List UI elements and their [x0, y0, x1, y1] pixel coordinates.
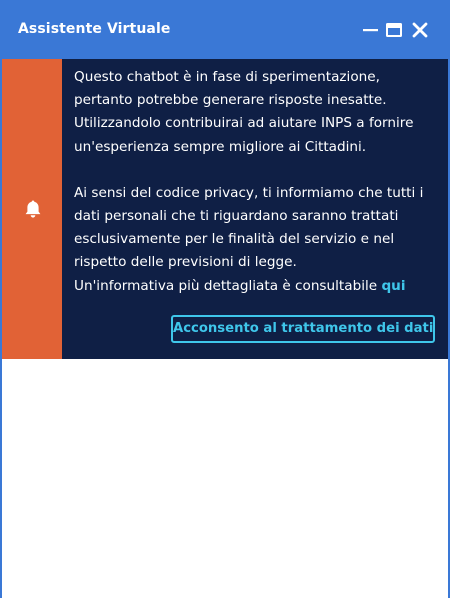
- privacy-info-link[interactable]: qui: [381, 277, 406, 294]
- notice-paragraph-experimental: Questo chatbot è in fase di sperimentazione, pertanto potrebbe generare risposte inesatte.: [74, 69, 387, 109]
- minimize-icon[interactable]: [362, 20, 380, 40]
- maximize-icon[interactable]: [384, 20, 404, 40]
- info-text: Un'informativa più dettagliata è consultabile: [74, 277, 382, 294]
- privacy-notice: [2, 59, 448, 359]
- notice-paragraph-info: [74, 275, 442, 298]
- consent-button[interactable]: Acconsento al trattamento dei dati: [171, 315, 435, 343]
- paragraph-spacer: [74, 159, 442, 182]
- bell-icon: [23, 199, 43, 219]
- title-bar: [0, 0, 450, 59]
- chat-messages-area: [2, 359, 448, 598]
- close-icon[interactable]: [410, 20, 430, 40]
- window-title: Assistente Virtuale: [18, 21, 171, 37]
- notice-accent-bar: [2, 59, 62, 359]
- notice-paragraph-contribution: Utilizzandolo contribuirai ad aiutare INPS a fornire un'esperienza sempre migliore ai Cittadini.: [74, 115, 414, 155]
- notice-paragraph-privacy: Ai sensi del codice privacy, ti informiamo che tutti i dati personali che ti riguardano saranno trattati esclusivamente per le finalità del servizio e nel rispetto delle previsioni di legge.: [74, 184, 424, 271]
- notice-text: [74, 66, 442, 298]
